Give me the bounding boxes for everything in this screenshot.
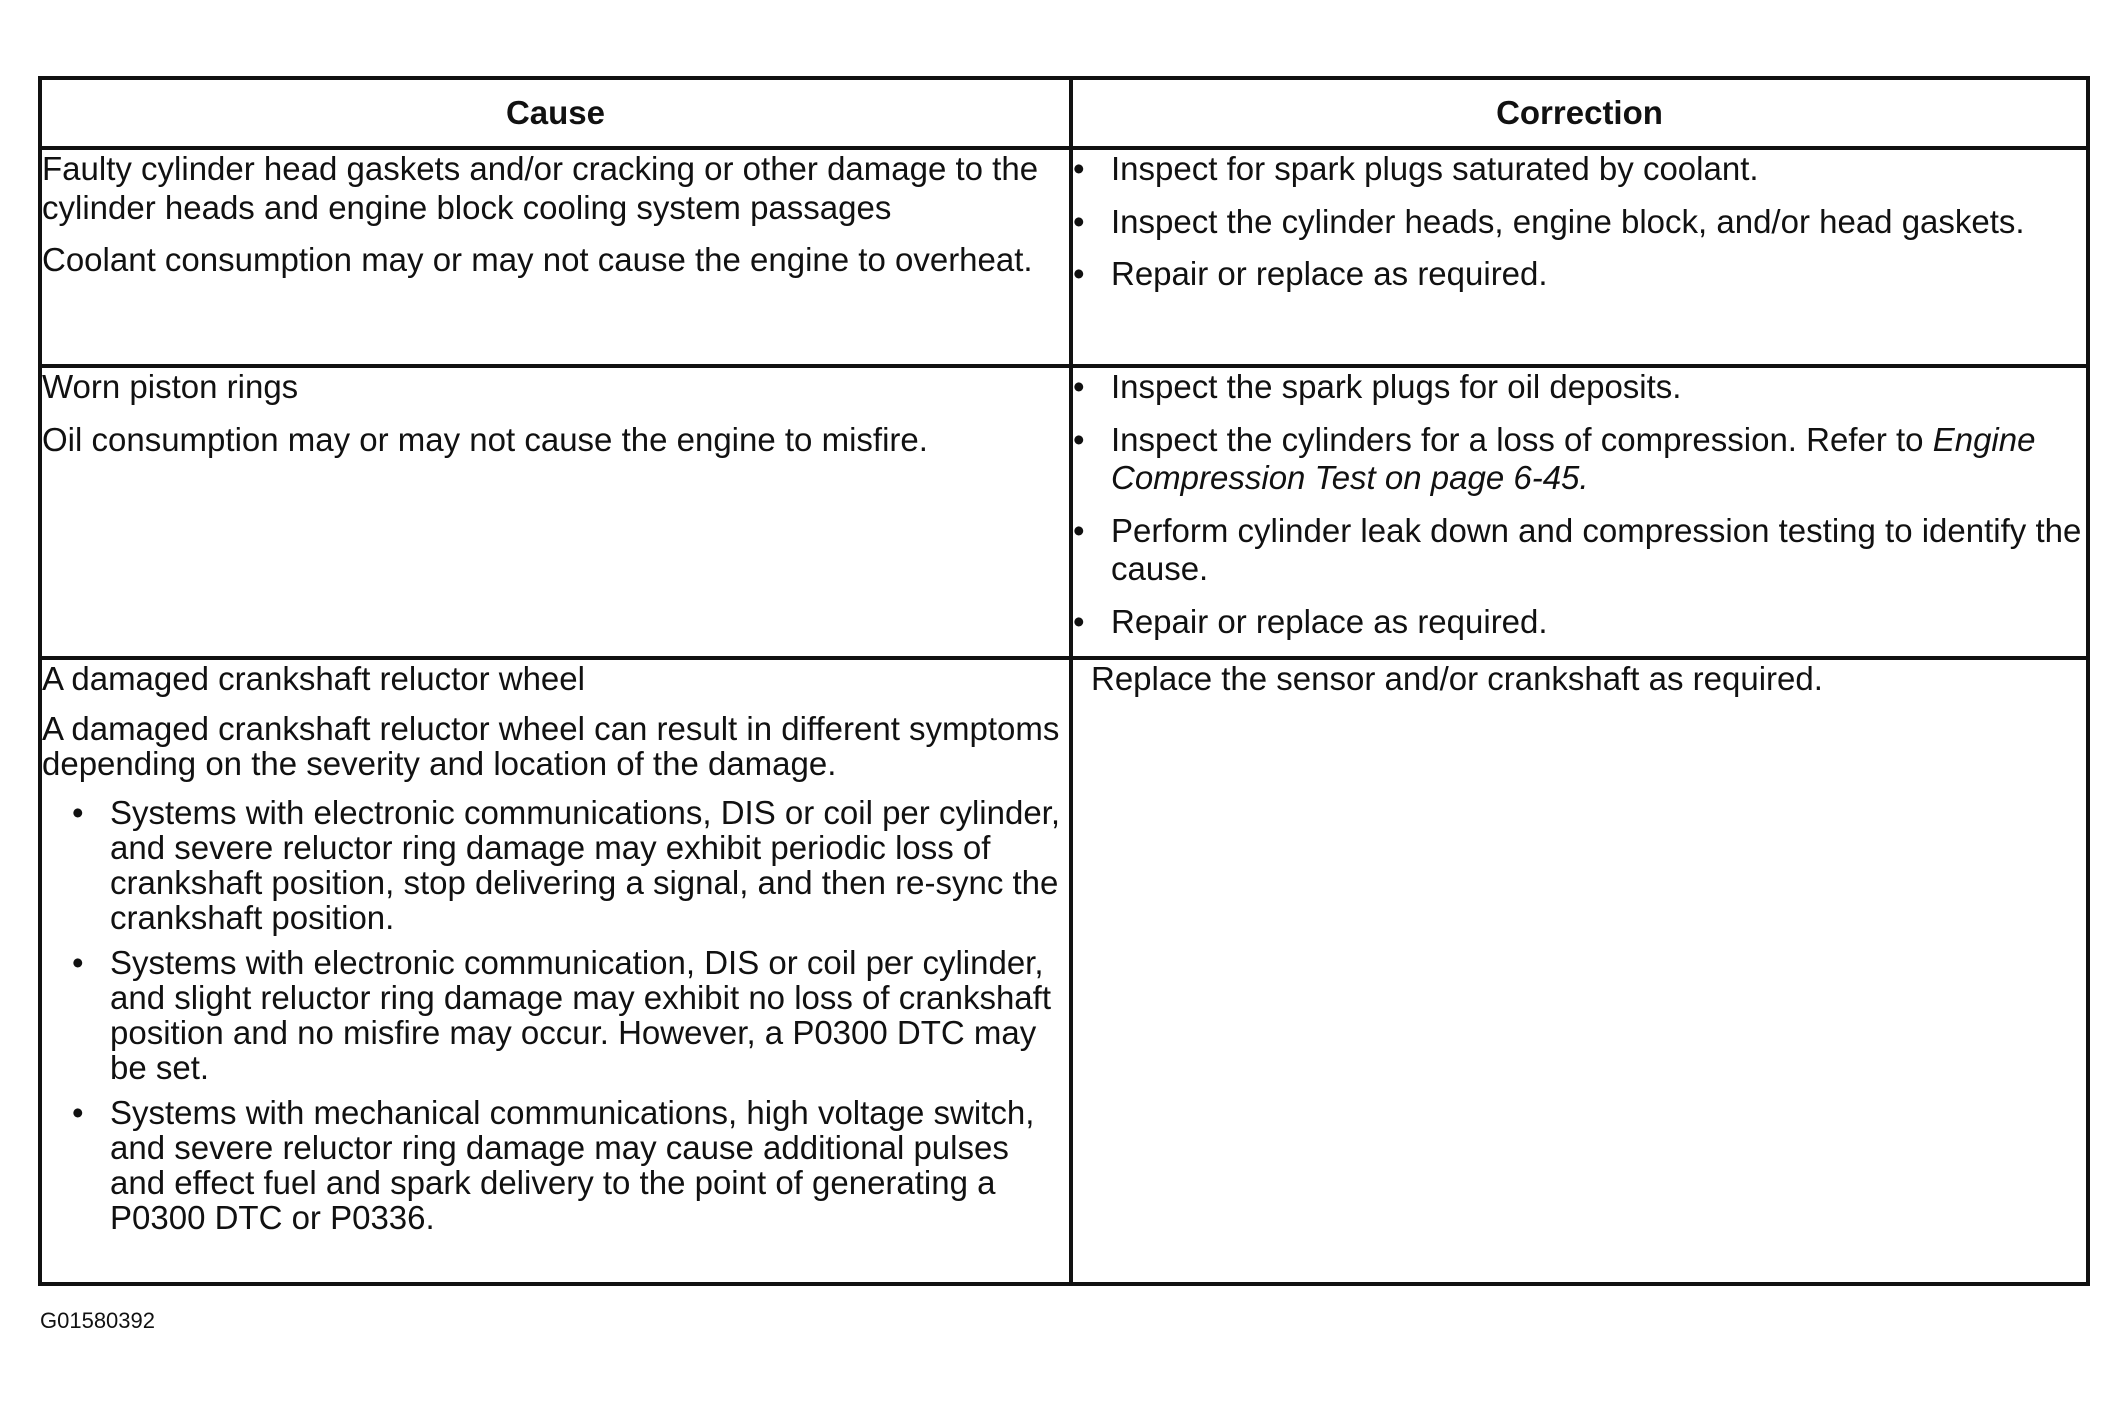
cause-symptom-list: [72, 796, 1069, 1236]
table-header-row: [42, 80, 2086, 148]
cause-text: Worn piston rings: [42, 368, 299, 405]
correction-cell: [1071, 366, 2086, 658]
table-row: [42, 366, 2086, 658]
correction-cell: [1071, 658, 2086, 1282]
cause-column-header: Cause: [42, 80, 1071, 148]
correction-text: Replace the sensor and/or crankshaft as required.: [1091, 659, 1823, 697]
cause-text: Faulty cylinder head gaskets and/or cracking or other damage to the cylinder heads and engine block cooling system passages: [42, 150, 1039, 226]
diagnosis-table: [42, 80, 2086, 1282]
correction-list: [1073, 368, 2086, 642]
page-reference: Engine Compression Test on page 6-45.: [1111, 420, 2036, 497]
correction-cell: [1071, 148, 2086, 366]
correction-item: • Inspect the cylinder heads, engine block, and/or head gaskets.: [1073, 203, 2086, 242]
correction-item: • Repair or replace as required.: [1073, 603, 2086, 642]
correction-item: [1073, 421, 2086, 498]
cause-cell: [42, 658, 1071, 1282]
cause-cell: [42, 148, 1071, 366]
table-row: [42, 658, 2086, 1282]
cause-text: A damaged crankshaft reluctor wheel: [42, 659, 585, 697]
correction-list: [1073, 150, 2086, 294]
figure-id: G01580392: [40, 1308, 155, 1333]
cause-note: Oil consumption may or may not cause the engine to misfire.: [42, 420, 928, 458]
cause-cell: [42, 366, 1071, 658]
cause-symptom-item: • Systems with mechanical communications, high voltage switch, and severe reluctor ring damage may cause additional pulses and effect fuel and spark delivery to the point of generating a P0300 DTC or P0336.: [72, 1096, 1069, 1236]
correction-column-header: Correction: [1071, 80, 2086, 148]
cause-note: Coolant consumption may or may not cause the engine to overheat.: [42, 241, 1033, 279]
correction-item: • Inspect the spark plugs for oil deposits.: [1073, 368, 2086, 407]
cause-note: A damaged crankshaft reluctor wheel can result in different symptoms depending on the severity and location of the damage.: [42, 710, 1060, 783]
correction-item: • Inspect for spark plugs saturated by coolant.: [1073, 150, 2086, 189]
correction-item-text: Inspect the cylinders for a loss of compression. Refer to: [1111, 420, 1924, 458]
cause-symptom-item: • Systems with electronic communication, DIS or coil per cylinder, and slight reluctor ring damage may exhibit no loss of crankshaft position and no misfire may occur. However, a P0300 DTC may be set.: [72, 946, 1069, 1086]
diagnosis-table-frame: [38, 76, 2090, 1286]
correction-item: • Perform cylinder leak down and compression testing to identify the cause.: [1073, 512, 2086, 589]
cause-symptom-item: • Systems with electronic communications, DIS or coil per cylinder, and severe reluctor ring damage may exhibit periodic loss of crankshaft position, stop delivering a signal, and then re-sync the crankshaft position.: [72, 796, 1069, 936]
correction-item: • Repair or replace as required.: [1073, 255, 2086, 294]
table-row: [42, 148, 2086, 366]
